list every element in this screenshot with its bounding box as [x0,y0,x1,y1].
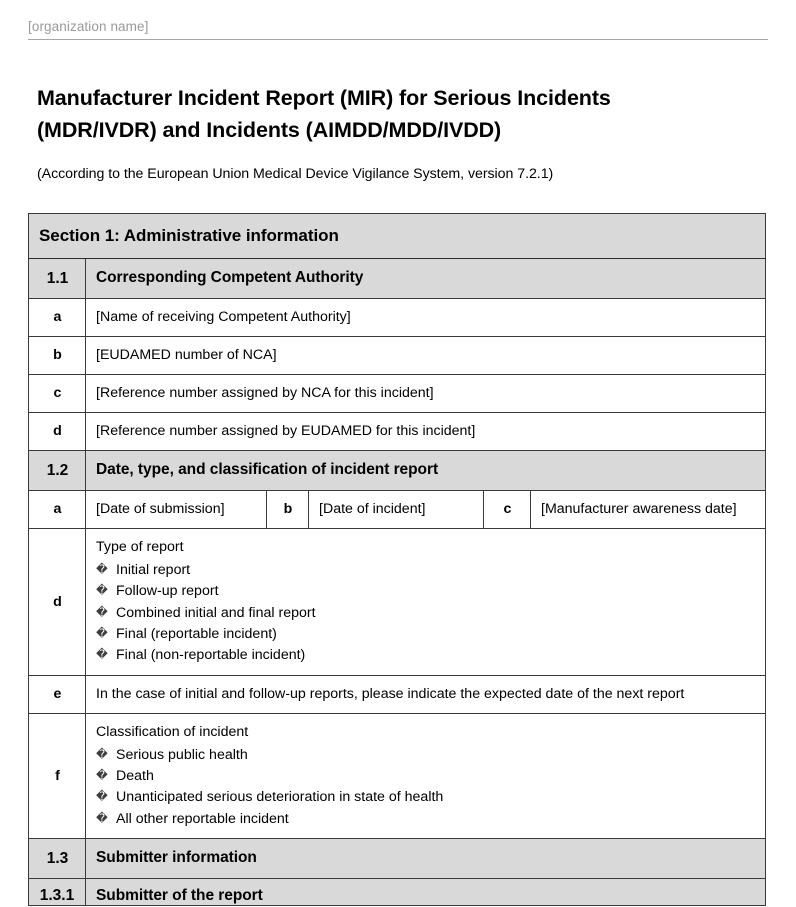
subsection-1-1-row [29,259,766,299]
title-block [37,82,737,184]
classification-row [29,714,766,839]
classification-options [96,745,756,831]
checkbox-option[interactable] [96,560,756,581]
date-row-letter-c: c [484,491,531,529]
checkbox-option[interactable] [96,745,756,766]
row-value-cell[interactable] [86,413,766,451]
checkbox-label: Final (non-reportable incident) [116,647,306,664]
checkbox-label: Final (reportable incident) [116,626,277,643]
section-banner-row [29,214,766,259]
checkbox-option[interactable] [96,787,756,808]
date-of-incident-text: [Date of incident] [319,501,426,518]
row-value-text: [Reference number assigned by EUDAMED for this incident] [96,423,476,439]
subsection-1-3-1-index: 1.3.1 [29,879,86,906]
header-rule [28,39,768,40]
table-row [29,337,766,375]
subsection-1-2-row [29,451,766,491]
row-letter-index: c [29,375,86,413]
subsection-1-3-1-row [29,879,766,906]
page-title-line1: Manufacturer Incident Report (MIR) for Serious Incidents [37,86,611,110]
checkbox-label: Initial report [116,561,191,578]
checkbox-icon[interactable]: � [96,768,108,783]
organization-name-placeholder: [organization name] [28,19,149,34]
type-of-report-options [96,560,756,667]
classification-heading: Classification of incident [96,724,249,741]
date-row [29,491,766,529]
checkbox-icon[interactable]: � [96,789,108,804]
checkbox-icon[interactable]: � [96,583,108,598]
row-value-cell[interactable] [86,299,766,337]
manufacturer-awareness-date-text: [Manufacturer awareness date] [541,501,737,517]
checkbox-label: Death [116,768,154,785]
row-letter-index: d [29,413,86,451]
next-report-text: In the case of initial and follow-up reports, please indicate the expected date of the next report [96,685,685,702]
checkbox-icon[interactable]: � [96,561,108,576]
table-row [29,375,766,413]
checkbox-label: Unanticipated serious deterioration in state of health [116,789,444,806]
next-report-cell[interactable] [86,675,766,713]
subsection-1-2-index: 1.2 [29,451,86,491]
row-value-cell[interactable] [86,337,766,375]
row-value-text: [Name of receiving Competent Authority] [96,309,351,325]
checkbox-icon[interactable]: � [96,604,108,619]
checkbox-option[interactable] [96,645,756,666]
row-value-text: [Reference number assigned by NCA for this incident] [96,385,434,401]
page-title [37,82,737,146]
checkbox-option[interactable] [96,766,756,787]
page-subtitle: (According to the European Union Medical Device Vigilance System, version 7.2.1) [37,166,554,182]
manufacturer-awareness-date-cell[interactable] [531,491,766,529]
row-letter-index: a [29,299,86,337]
checkbox-option[interactable] [96,809,756,830]
page-title-line2: (MDR/IVDR) and Incidents (AIMDD/MDD/IVDD) [37,118,502,142]
next-report-row [29,675,766,713]
date-row-letter-b: b [267,491,309,529]
checkbox-label: Combined initial and final report [116,604,316,621]
classification-cell [86,714,766,839]
checkbox-option[interactable] [96,603,756,624]
row-letter-index: d [29,529,86,675]
date-of-submission-cell[interactable] [86,491,267,529]
checkbox-icon[interactable]: � [96,746,108,761]
subsection-1-2-title-cell: Date, type, and classification of incident report [86,451,766,491]
subsection-1-1-title-cell: Corresponding Competent Authority [86,259,766,299]
table-row [29,413,766,451]
date-of-submission-text: [Date of submission] [96,501,225,518]
type-of-report-row [29,529,766,675]
table-row [29,299,766,337]
row-value-text: [EUDAMED number of NCA] [96,347,277,363]
administrative-information-table [28,213,766,906]
type-of-report-cell [86,529,766,675]
row-letter-index: b [29,337,86,375]
section-1-title: Section 1: Administrative information [39,226,339,245]
checkbox-label: Serious public health [116,746,248,763]
checkbox-label: Follow-up report [116,583,219,600]
subsection-1-3-1-title-cell: Submitter of the report [86,879,766,906]
checkbox-label: All other reportable incident [116,810,289,827]
checkbox-option[interactable] [96,581,756,602]
subsection-1-3-row [29,839,766,879]
checkbox-option[interactable] [96,624,756,645]
checkbox-icon[interactable]: � [96,647,108,662]
document-header [28,18,768,40]
section-banner-cell [29,214,766,259]
row-value-cell[interactable] [86,375,766,413]
checkbox-icon[interactable]: � [96,626,108,641]
date-row-letter-a: a [29,491,86,529]
row-letter-index: e [29,675,86,713]
date-of-incident-cell[interactable] [309,491,484,529]
checkbox-icon[interactable]: � [96,810,108,825]
row-letter-index: f [29,714,86,839]
type-of-report-heading: Type of report [96,539,184,556]
subsection-1-3-index: 1.3 [29,839,86,879]
subsection-1-1-index: 1.1 [29,259,86,299]
subsection-1-3-title-cell: Submitter information [86,839,766,879]
